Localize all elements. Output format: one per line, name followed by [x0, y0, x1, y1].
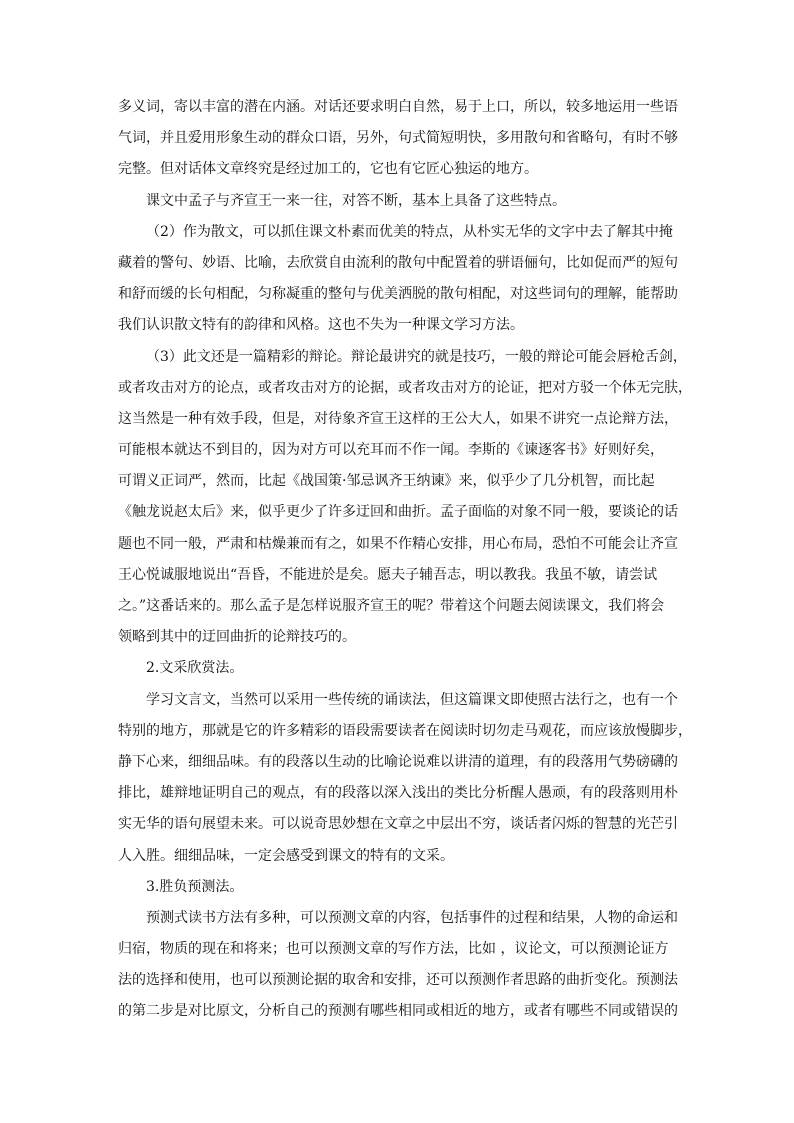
document-page	[118, 92, 692, 1028]
text-line: 和舒而缓的长句相配，匀称凝重的整句与优美洒脱的散句相配，对这些词句的理解，能帮助	[118, 286, 678, 303]
text-line: 法的选择和使用，也可以预测论据的取舍和安排，还可以预测作者思路的曲折变化。预测法	[118, 972, 678, 989]
text-line: 王心悦诚服地说出“吾昏，不能进於是矣。愿夫子辅吾志，明以教我。我虽不敏，请尝试	[118, 566, 658, 583]
text-line: 归宿，物质的现在和将来；也可以预测文章的写作方法，比如 ，议论文，可以预测论证方	[118, 941, 669, 958]
text-line: 藏着的警句、妙语、比喻，去欣赏自由流利的散句中配置着的骈语俪句，比如促而严的短句	[118, 254, 678, 271]
text-line: 这当然是一种有效手段，但是，对待象齐宣王这样的王公大人，如果不讲究一点论辩方法，	[118, 410, 678, 427]
text-line: 之。”这番话来的。那么孟子是怎样说服齐宣王的呢？带着这个问题去阅读课文，我们将会	[118, 598, 665, 614]
text-line: （3）此文还是一篇精彩的辩论。辩论最讲究的就是技巧，一般的辩论可能会唇枪舌剑，	[146, 348, 687, 365]
text-line: （2）作为散文，可以抓住课文朴素而优美的特点，从朴实无华的文字中去了解其中掩	[146, 223, 673, 240]
text-line: 学习文言文，当然可以采用一些传统的诵读法，但这篇课文即使照古法行之，也有一个	[146, 691, 678, 708]
text-line: 课文中孟子与齐宣王一来一往，对答不断，基本上具备了这些特点。	[146, 192, 566, 209]
text-line: 领略到其中的迂回曲折的论辩技巧的。	[118, 629, 356, 646]
text-line: 静下心来，细细品味。有的段落以生动的比喻论说难以讲清的道理，有的段落用气势磅礴的	[118, 753, 678, 770]
text-line: 特别的地方，那就是它的许多精彩的语段需要读者在阅读时切勿走马观花，而应该放慢脚步，	[118, 722, 692, 739]
text-line: 人入胜。细细品味，一定会感受到课文的特有的文采。	[118, 847, 454, 864]
text-line: 气词，并且爱用形象生动的群众口语，另外，句式简短明快，多用散句和省略句，有时不够	[118, 130, 678, 147]
paragraph-outcome-prediction	[118, 903, 678, 1028]
text-line: 《触龙说赵太后》来，似乎更少了许多迂回和曲折。孟子面临的对象不同一般，要谈论的话	[118, 504, 678, 521]
text-line: 实无华的语句展望未来。可以说奇思妙想在文章之中层出不穷，谈话者闪烁的智慧的光芒引	[118, 816, 678, 833]
text-line: 可谓义正词严，然而，比起《战国策·邹忌讽齐王纳谏》来，似乎少了几分机智，而比起	[118, 473, 655, 490]
paragraph-literary-appreciation	[118, 685, 692, 872]
paragraph-prose-point-2	[118, 217, 678, 342]
text-line: 多义词，寄以丰富的潜在内涵。对话还要求明白自然，易于上口，所以，较多地运用一些语	[118, 99, 678, 115]
section-heading-outcome-prediction: 3.胜负预测法。	[146, 878, 244, 895]
text-line: 可能根本就达不到目的，因为对方可以充耳而不作一闻。李斯的《谏逐客书》好则好矣，	[118, 442, 664, 459]
section-heading-literary-appreciation: 2.文采欣赏法。	[146, 660, 244, 677]
paragraph-debate-point-3	[118, 342, 692, 654]
paragraph-dialogue-features	[118, 92, 678, 186]
text-line: 或者攻击对方的论点，或者攻击对方的论据，或者攻击对方的论证，把对方驳一个体无完肤，	[118, 379, 692, 396]
text-line: 题也不同一般，严肃和枯燥兼而有之，如果不作精心安排，用心布局，恐怕不可能会让齐宣	[118, 535, 678, 552]
text-line: 排比，雄辩地证明自己的观点，有的段落以深入浅出的类比分析醒人愚顽，有的段落则用朴	[118, 785, 678, 802]
text-line: 的第二步是对比原文，分析自己的预测有哪些相同或相近的地方，或者有哪些不同或错误的	[118, 1003, 678, 1020]
paragraph-mencius-summary	[118, 186, 678, 217]
text-line: 预测式读书方法有多种，可以预测文章的内容，包括事件的过程和结果，人物的命运和	[146, 909, 678, 926]
text-line: 完整。但对话体文章终究是经过加工的，它也有它匠心独运的地方。	[118, 161, 538, 178]
text-line: 我们认识散文特有的韵律和风格。这也不失为一种课文学习方法。	[118, 317, 524, 334]
